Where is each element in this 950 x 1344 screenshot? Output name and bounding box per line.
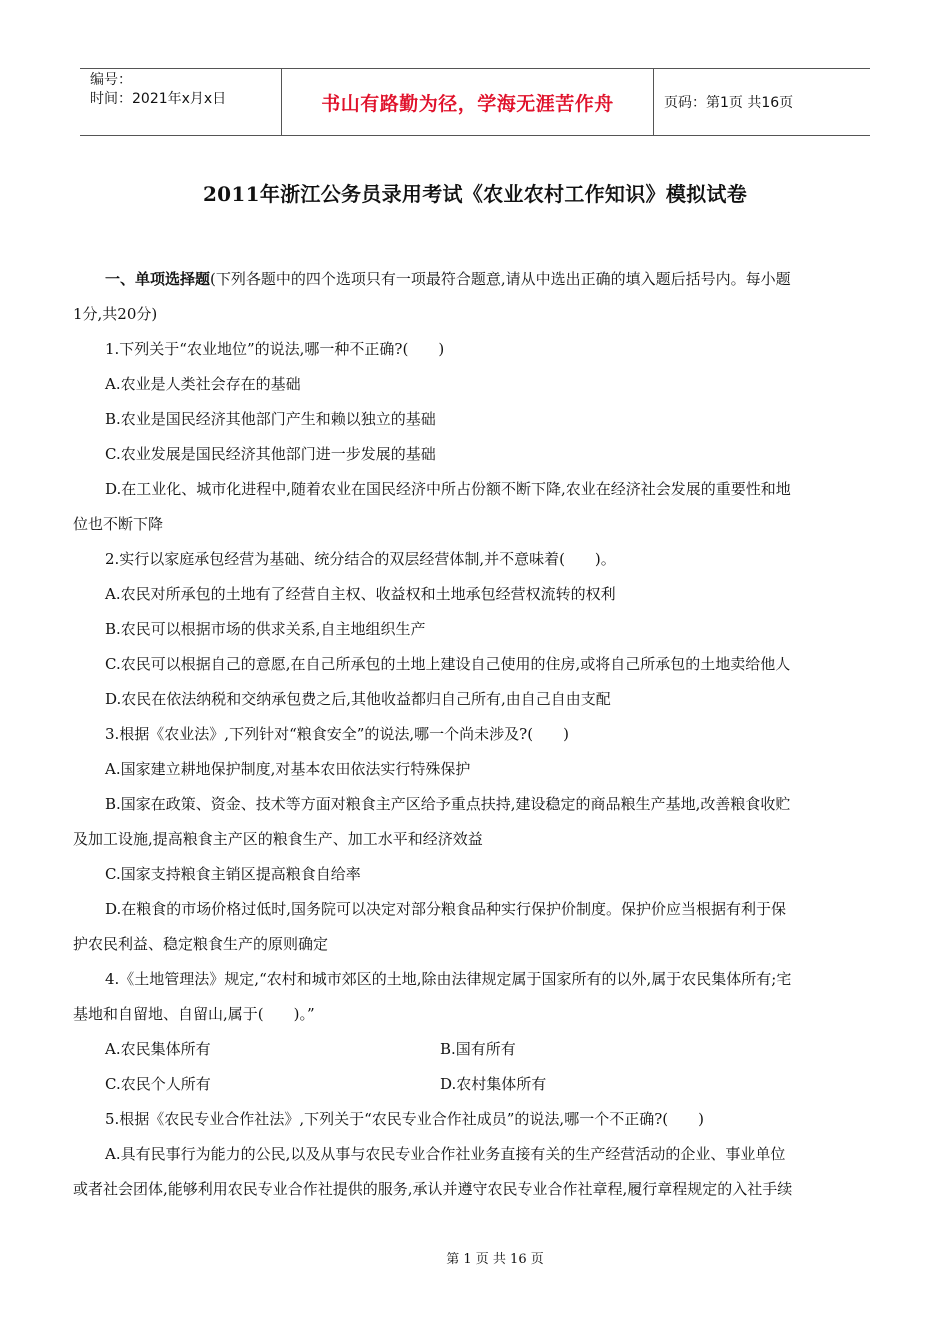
q4-options-row-1 (73, 1032, 879, 1067)
q4-stem-cont: 基地和自留地、自留山,属于( )。” (73, 1005, 315, 1023)
section-intro (73, 262, 879, 297)
q3-option-b: B.国家在政策、资金、技术等方面对粮食主产区给予重点扶持,建设稳定的商品粮生产基地,改善粮食收贮 (105, 795, 791, 813)
q4-stem: 4.《土地管理法》规定,“农村和城市郊区的土地,除由法律规定属于国家所有的以外,属于农民集体所有;宅 (105, 970, 792, 988)
section-desc: (下列各题中的四个选项只有一项最符合题意,请从中选出正确的填入题后括号内。每小题 (210, 270, 791, 288)
q3-option-c: C.国家支持粮食主销区提高粮食自给率 (105, 865, 361, 883)
q1-option-c: C.农业发展是国民经济其他部门进一步发展的基础 (105, 445, 436, 463)
page-footer: 第 1 页 共 16 页 (446, 1252, 544, 1267)
q4-option-d: D.农村集体所有 (440, 1075, 547, 1093)
q2-option-a: A.农民对所承包的土地有了经营自主权、收益权和土地承包经营权流转的权利 (105, 585, 616, 603)
q2-option-d: D.农民在依法纳税和交纳承包费之后,其他收益都归自己所有,由自己自由支配 (105, 690, 611, 708)
motto: 书山有路勤为径，学海无涯苦作舟 (281, 69, 654, 135)
q3-option-b-cont: 及加工设施,提高粮食主产区的粮食生产、加工水平和经济效益 (73, 830, 483, 848)
q1-option-d: D.在工业化、城市化进程中,随着农业在国民经济中所占份额不断下降,农业在经济社会发展的重要性和地 (105, 480, 791, 498)
q5-option-a: A.具有民事行为能力的公民,以及从事与农民专业合作社业务直接有关的生产经营活动的企业、事业单位 (105, 1145, 786, 1163)
document-title: 2011年浙江公务员录用考试《农业农村工作知识》模拟试卷 (202, 182, 748, 206)
time-label: 时间：2021年x月x日 (90, 91, 227, 107)
q1-option-a: A.农业是人类社会存在的基础 (105, 375, 301, 393)
section-heading: 一、单项选择题 (105, 270, 211, 288)
q3-option-d-cont: 护农民利益、稳定粮食生产的原则确定 (73, 935, 329, 953)
q5-option-a-cont: 或者社会团体,能够利用农民专业合作社提供的服务,承认并遵守农民专业合作社章程,履行章程规定的入社手续 (73, 1180, 793, 1198)
q1-stem: 1.下列关于“农业地位”的说法,哪一种不正确?( ) (105, 340, 445, 358)
header-left-cell (80, 69, 281, 135)
q2-option-b: B.农民可以根据市场的供求关系,自主地组织生产 (105, 620, 426, 638)
q1-option-d-cont: 位也不断下降 (73, 515, 164, 533)
q4-options-row-2 (73, 1067, 879, 1102)
page-info: 页码：第1页 共16页 (664, 95, 794, 111)
q3-option-d: D.在粮食的市场价格过低时,国务院可以决定对部分粮食品种实行保护价制度。保护价应当根据有利于保 (105, 900, 787, 918)
q4-option-a: A.农民集体所有 (105, 1040, 211, 1058)
number-label: 编号： (90, 72, 132, 88)
q3-stem: 3.根据《农业法》,下列针对“粮食安全”的说法,哪一个尚未涉及?( ) (105, 725, 569, 743)
q4-option-c: C.农民个人所有 (105, 1075, 211, 1093)
q2-option-c: C.农民可以根据自己的意愿,在自己所承包的土地上建设自己使用的住房,或将自己所承包的土地卖给他人 (105, 655, 791, 673)
q1-option-b: B.农业是国民经济其他部门产生和赖以独立的基础 (105, 410, 436, 428)
header-table (80, 68, 870, 136)
q5-stem: 5.根据《农民专业合作社法》,下列关于“农民专业合作社成员”的说法,哪一个不正确?( ) (105, 1110, 704, 1128)
q3-option-a: A.国家建立耕地保护制度,对基本农田依法实行特殊保护 (105, 760, 471, 778)
section-desc-cont: 1分,共20分) (73, 305, 158, 323)
q4-option-b: B.国有所有 (440, 1040, 516, 1058)
q2-stem: 2.实行以家庭承包经营为基础、统分结合的双层经营体制,并不意味着( )。 (105, 550, 616, 568)
document-body (73, 262, 879, 1207)
